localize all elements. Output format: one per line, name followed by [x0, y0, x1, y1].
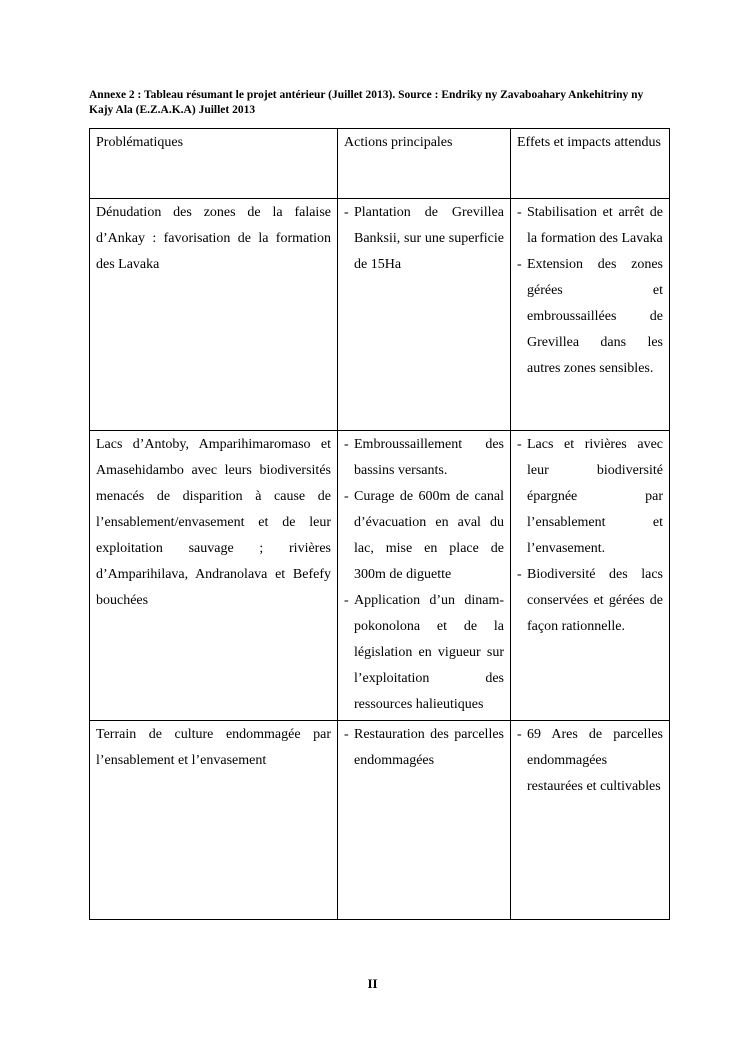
effect-item: - 69 Ares de parcelles endommagées restaurées et cultivables — [517, 722, 663, 800]
table-row — [90, 431, 670, 721]
actions-cell — [338, 431, 511, 721]
table-row — [90, 199, 670, 431]
header-actions-principales: Actions principales — [338, 129, 511, 199]
table-row — [90, 721, 670, 920]
actions-list — [344, 722, 504, 774]
effects-cell — [511, 721, 670, 920]
actions-cell — [338, 721, 511, 920]
effect-item: - Biodiversité des lacs conservées et gérées de façon rationnelle. — [517, 562, 663, 640]
action-item: - Restauration des parcelles endommagées — [344, 722, 504, 774]
table-header-row — [90, 129, 670, 199]
effects-list — [517, 432, 663, 640]
action-item: - Embroussaillement des bassins versants. — [344, 432, 504, 484]
problem-cell: Terrain de culture endommagée par l’ensablement et l’envasement — [90, 721, 338, 920]
table-caption: Annexe 2 : Tableau résumant le projet antérieur (Juillet 2013). Source : Endriky ny Zavaboahary Ankehitriny ny Kajy Ala (E.Z.A.K.A) Juillet 2013 — [89, 89, 644, 116]
header-problematiques: Problématiques — [90, 129, 338, 199]
effects-list — [517, 722, 663, 800]
summary-table — [89, 128, 670, 920]
problem-cell: Lacs d’Antoby, Amparihimaromaso et Amasehidambo avec leurs biodiversités menacés de disparition à cause de l’ensablement/envasement et de leur exploitation sauvage ; rivières d’Amparihilava, Andranolava et Befefy bouchées — [90, 431, 338, 721]
effect-item: - Extension des zones gérées et embroussaillées de Grevillea dans les autres zones sensibles. — [517, 252, 663, 382]
page-number: II — [367, 976, 378, 991]
effects-cell — [511, 199, 670, 431]
actions-cell — [338, 199, 511, 431]
action-item: - Plantation de Grevillea Banksii, sur une superficie de 15Ha — [344, 200, 504, 278]
problem-cell: Dénudation des zones de la falaise d’Ankay : favorisation de la formation des Lavaka — [90, 199, 338, 431]
actions-list — [344, 432, 504, 718]
effects-list — [517, 200, 663, 382]
action-item: - Application d’un dinam-pokonolona et de la législation en vigueur sur l’exploitation des ressources halieutiques — [344, 588, 504, 718]
effect-item: - Lacs et rivières avec leur biodiversité épargnée par l’ensablement et l’envasement. — [517, 432, 663, 562]
header-effets-impacts: Effets et impacts attendus — [511, 129, 670, 199]
actions-list — [344, 200, 504, 278]
effect-item: - Stabilisation et arrêt de la formation des Lavaka — [517, 200, 663, 252]
action-item: - Curage de 600m de canal d’évacuation en aval du lac, mise en place de 300m de diguette — [344, 484, 504, 588]
effects-cell — [511, 431, 670, 721]
